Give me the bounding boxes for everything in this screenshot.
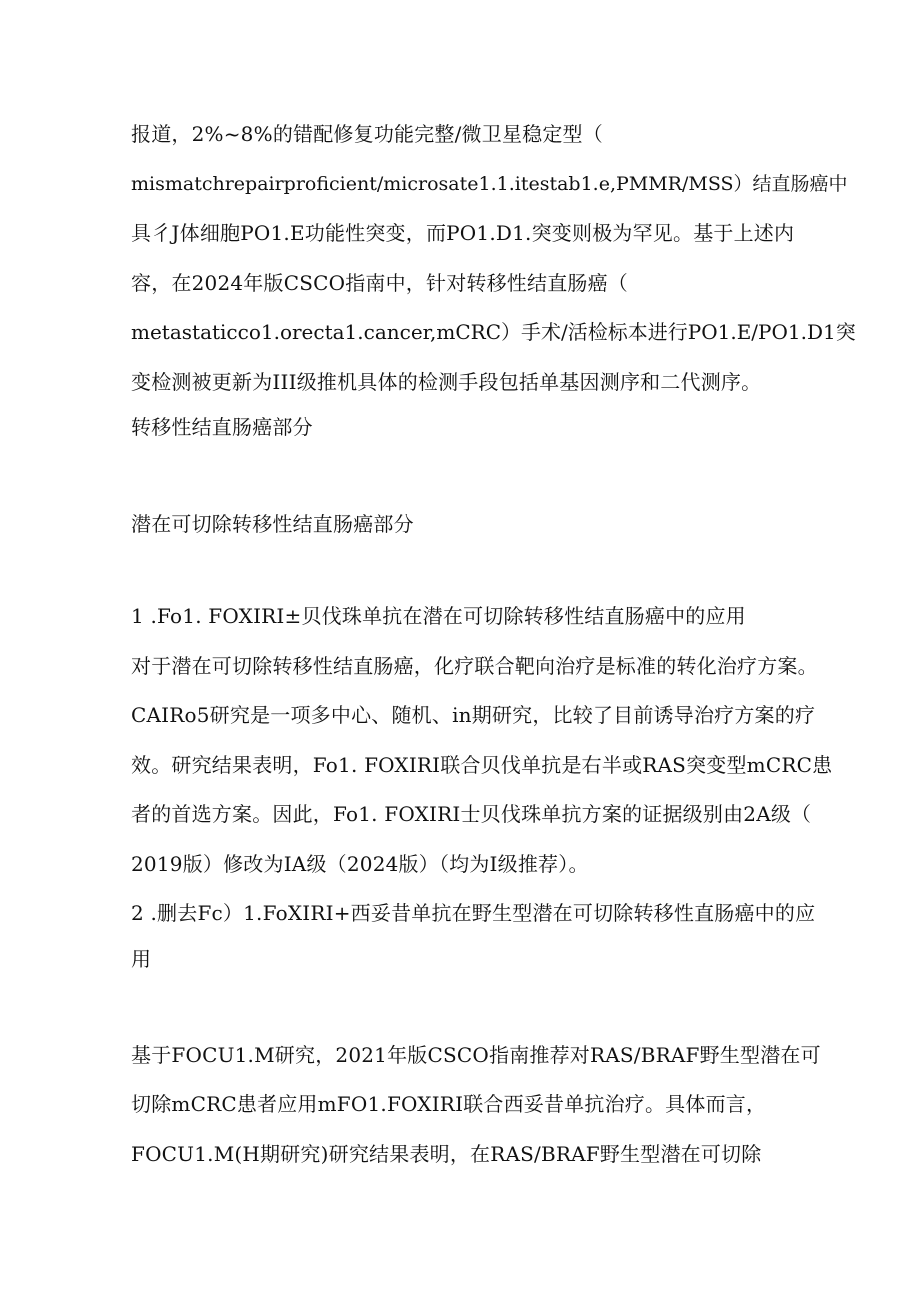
text-line: 基于FOCU1.M研究，2021年版CSCO指南推荐对RAS/BRAF野生型潜在可 xyxy=(131,1043,821,1067)
text-line: 者的首选方案。因此，Fo1. FOXIRI士贝伐珠单抗方案的证据级别由2A级（ xyxy=(131,802,812,826)
text-line: FOCU1.M(H期研究)研究结果表明，在RAS/BRAF野生型潜在可切除 xyxy=(131,1142,762,1166)
text-line: mismatchrepairproficient/microsate1.1.itestab1.e,PMMR/MSS）结直肠癌中 xyxy=(131,173,848,195)
text-line: metastaticco1.orecta1.cancer,mCRC）手术/活检标本进行PO1.E/PO1.D1突 xyxy=(131,320,856,344)
section-heading: 潜在可切除转移性结直肠癌部分 xyxy=(131,512,414,536)
text-line: 效。研究结果表明，Fo1. FOXIRI联合贝伐单抗是右半或RAS突变型mCRC患 xyxy=(131,753,833,777)
text-line: 变检测被更新为III级推机具体的检测手段包括单基因测序和二代测序。 xyxy=(131,370,762,394)
text-line: 用 xyxy=(131,947,152,971)
text-line: 具彳J体细胞PO1.E功能性突变，而PO1.D1.突变则极为罕见。基于上述内 xyxy=(131,221,795,245)
text-line: 2019版）修改为IA级（2024版）（均为I级推荐）。 xyxy=(131,852,589,876)
text-line: 报道，2%~8%的错配修复功能完整/微卫星稳定型（ xyxy=(131,122,603,146)
section-heading: 转移性结直肠癌部分 xyxy=(131,415,313,439)
list-item-heading: 2 .删去Fc）1.FoXIRI+西妥昔单抗在野生型潜在可切除转移性直肠癌中的应 xyxy=(131,901,816,925)
text-line: 容，在2024年版CSCO指南中，针对转移性结直肠癌（ xyxy=(131,271,629,295)
list-item-heading: 1 .Fo1. FOXIRI±贝伐珠单抗在潜在可切除转移性结直肠癌中的应用 xyxy=(131,604,746,628)
text-line: 对于潜在可切除转移性结直肠癌，化疗联合靶向治疗是标准的转化治疗方案。 xyxy=(131,654,818,678)
text-line: 切除mCRC患者应用mFO1.FOXIRI联合西妥昔单抗治疗。具体而言， xyxy=(131,1092,767,1116)
text-line: CAIRo5研究是一项多中心、随机、in期研究，比较了目前诱导治疗方案的疗 xyxy=(131,703,816,727)
